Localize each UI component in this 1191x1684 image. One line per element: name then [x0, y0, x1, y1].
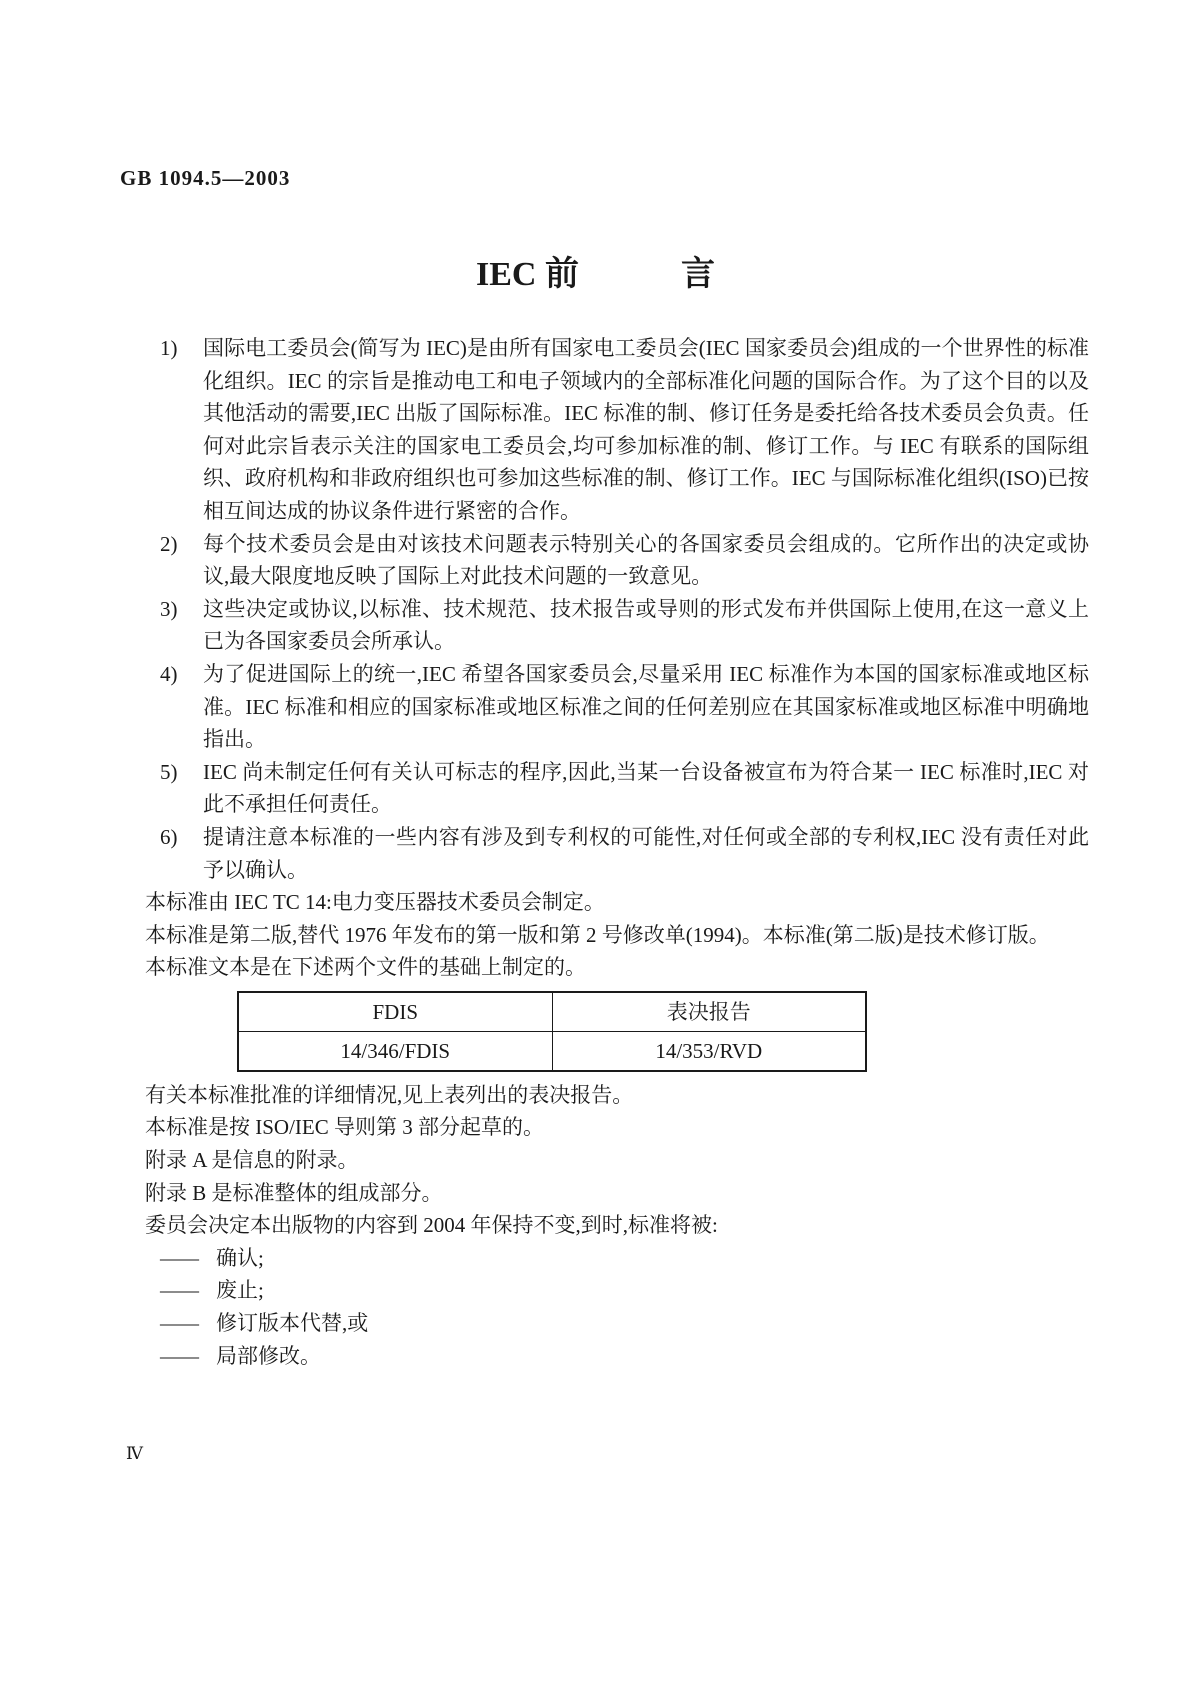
paragraph-annex-a: 附录 A 是信息的附录。: [145, 1148, 359, 1173]
table-cell-fdis-number: 14/346/FDIS: [238, 1031, 552, 1071]
foreword-content: [103, 332, 1089, 1372]
table-header-vote-report: 表决报告: [552, 992, 866, 1032]
item-text: 这些决定或协议,以标准、技术规范、技术报告或导则的形式发布并供国际上使用,在这一意义上已为各国家委员会所承认。: [203, 596, 1089, 654]
paragraph-annex-b: 附录 B 是标准整体的组成部分。: [145, 1180, 443, 1205]
dash-item-text: 局部修改。: [216, 1343, 321, 1368]
item-number: 3): [160, 596, 178, 621]
paragraph-validity: 委员会决定本出版物的内容到 2004 年保持不变,到时,标准将被:: [145, 1213, 718, 1238]
dash-marker: ——: [160, 1278, 196, 1303]
item-text: 为了促进国际上的统一,IEC 希望各国家委员会,尽量采用 IEC 标准作为本国的国家标准或地区标准。IEC 标准和相应的国家标准或地区标准之间的任何差别应在其国家标准或地区标准中明确地指出。: [203, 661, 1089, 752]
table-header-row: [238, 992, 866, 1032]
foreword-item-3: [160, 593, 1089, 658]
dash-marker: ——: [160, 1245, 196, 1270]
paragraph-origin: 本标准由 IEC TC 14:电力变压器技术委员会制定。: [145, 890, 605, 915]
item-number: 2): [160, 531, 178, 556]
foreword-item-6: [160, 821, 1089, 886]
table-row: [238, 1031, 866, 1071]
dash-item-confirm: [160, 1242, 1089, 1275]
item-number: 5): [160, 759, 178, 784]
paragraph-approval-info: 有关本标准批准的详细情况,见上表列出的表决报告。: [145, 1082, 634, 1107]
table-header-fdis: FDIS: [238, 992, 552, 1032]
paragraph-basis: 本标准文本是在下述两个文件的基础上制定的。: [145, 955, 586, 980]
foreword-item-4: [160, 658, 1089, 756]
page-number: Ⅳ: [126, 1444, 143, 1463]
page-title: IEC 前 言: [476, 256, 715, 293]
item-number: 4): [160, 661, 178, 686]
foreword-item-2: [160, 528, 1089, 593]
foreword-item-5: [160, 756, 1089, 821]
table-cell-rvd-number: 14/353/RVD: [552, 1031, 866, 1071]
item-text: IEC 尚未制定任何有关认可标志的程序,因此,当某一台设备被宣布为符合某一 IEC 标准时,IEC 对此不承担任何责任。: [203, 759, 1089, 817]
item-text: 每个技术委员会是由对该技术问题表示特别关心的各国家委员会组成的。它所作出的决定或协议,最大限度地反映了国际上对此技术问题的一致意见。: [203, 531, 1089, 589]
doc-number: GB 1094.5—2003: [120, 166, 291, 190]
dash-item-text: 确认;: [216, 1245, 264, 1270]
basis-documents-table: [237, 991, 867, 1072]
dash-marker: ——: [160, 1311, 196, 1336]
item-text: 国际电工委员会(简写为 IEC)是由所有国家电工委员会(IEC 国家委员会)组成的一个世界性的标准化组织。IEC 的宗旨是推动电工和电子领域内的全部标准化问题的国际合作。为了这个目的以及其他活动的需要,IEC 出版了国际标准。IEC 标准的制、修订任务是委托给各技术委员会负责。任何对此宗旨表示关注的国家电工委员会,均可参加标准的制、修订工作。与 IEC 有联系的国际组织、政府机构和非政府组织也可参加这些标准的制、修订工作。IEC 与国际标准化组织(ISO)已按相互间达成的协议条件进行紧密的合作。: [203, 336, 1089, 523]
dash-marker: ——: [160, 1343, 196, 1368]
paragraph-drafting-rules: 本标准是按 ISO/IEC 导则第 3 部分起草的。: [145, 1115, 544, 1140]
foreword-item-1: [160, 332, 1089, 528]
item-text: 提请注意本标准的一些内容有涉及到专利权的可能性,对任何或全部的专利权,IEC 没有责任对此予以确认。: [203, 824, 1089, 882]
dash-item-withdraw: [160, 1274, 1089, 1307]
dash-item-replace: [160, 1307, 1089, 1340]
paragraph-edition: 本标准是第二版,替代 1976 年发布的第一版和第 2 号修改单(1994)。本标准(第二版)是技术修订版。: [145, 922, 1050, 947]
dash-item-text: 修订版本代替,或: [216, 1311, 369, 1336]
dash-item-text: 废止;: [216, 1278, 264, 1303]
dash-item-amend: [160, 1340, 1089, 1373]
item-number: 1): [160, 336, 178, 360]
item-number: 6): [160, 824, 178, 849]
